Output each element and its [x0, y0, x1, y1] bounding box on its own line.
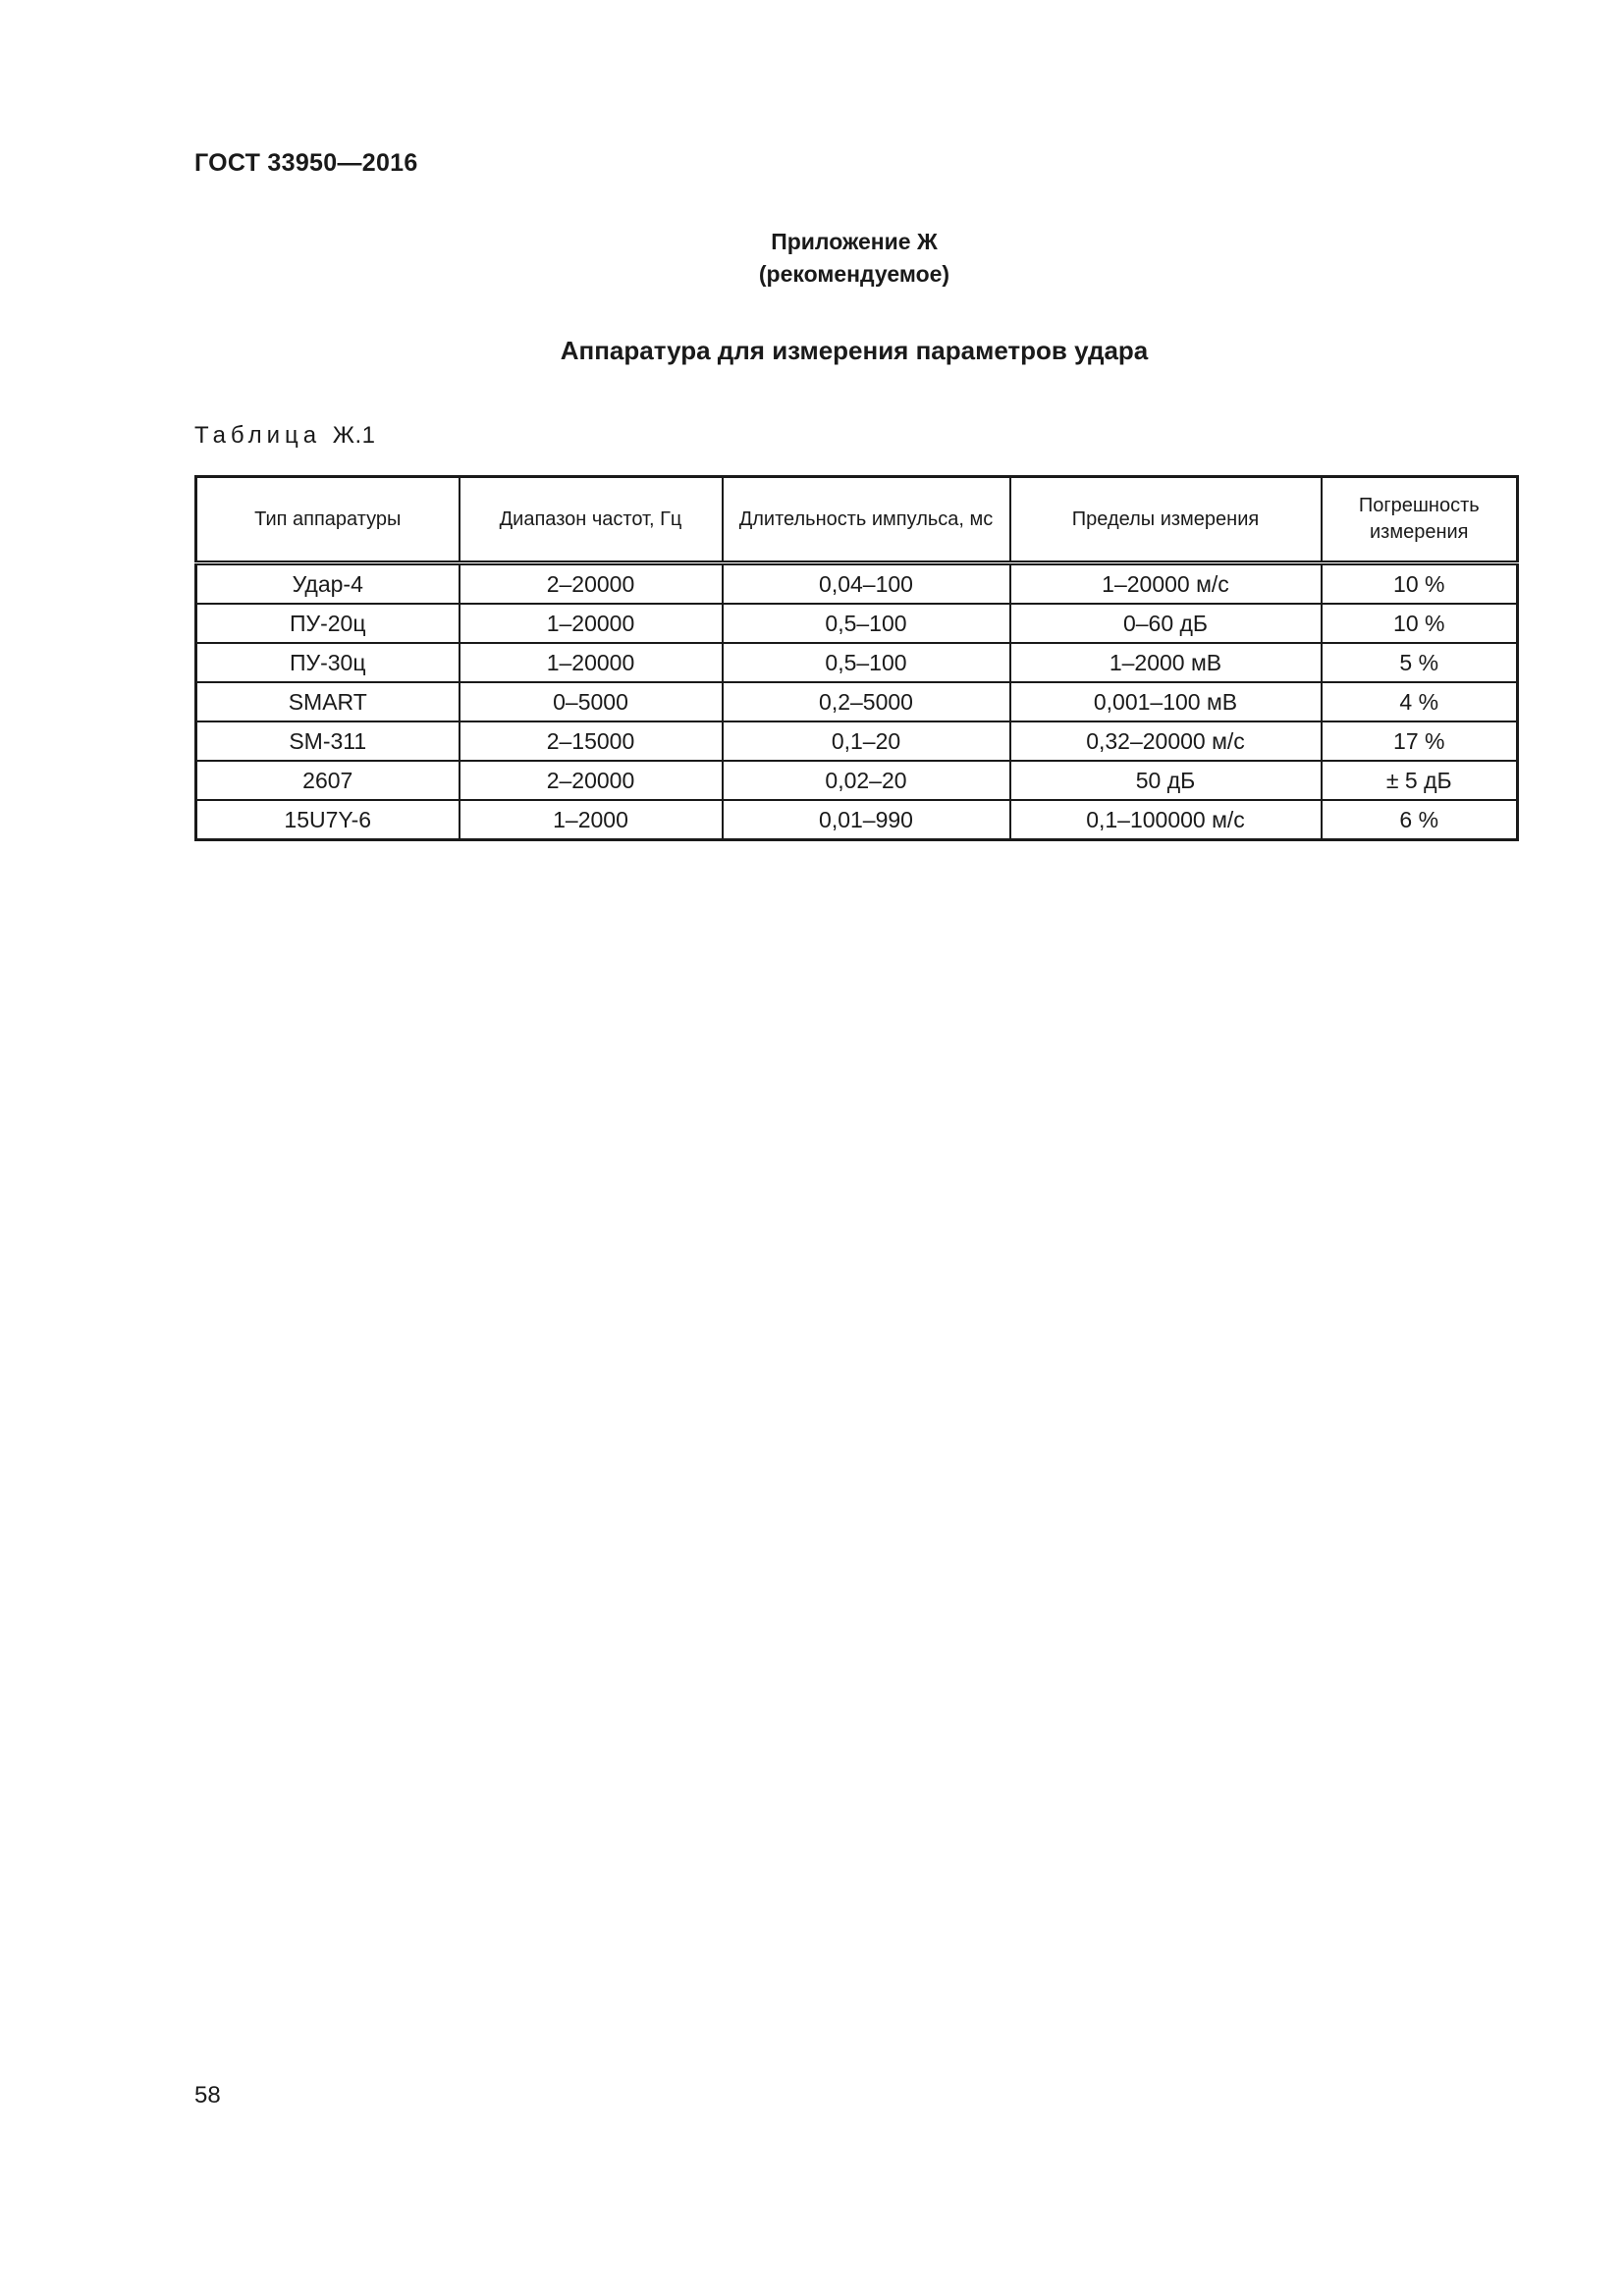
cell-equipment-type: SM-311: [196, 721, 460, 761]
table-caption-label: Таблица: [194, 422, 322, 449]
cell-measurement-error: 17 %: [1322, 721, 1518, 761]
cell-measurement-error: ± 5 дБ: [1322, 761, 1518, 800]
cell-measurement-limits: 0,32–20000 м/с: [1010, 721, 1322, 761]
table-row: [196, 563, 1518, 605]
column-header-pulse-duration: Длительность импульса, мс: [723, 477, 1010, 563]
cell-pulse-duration: 0,04–100: [723, 563, 1010, 605]
cell-equipment-type: ПУ-30ц: [196, 643, 460, 682]
column-header-measurement-limits: Пределы измерения: [1010, 477, 1322, 563]
cell-measurement-limits: 1–20000 м/с: [1010, 563, 1322, 605]
cell-equipment-type: 2607: [196, 761, 460, 800]
cell-frequency-range: 1–20000: [460, 604, 723, 643]
table-row: [196, 800, 1518, 840]
appendix-line-1: Приложение Ж: [771, 229, 938, 254]
column-header-frequency-range: Диапазон частот, Гц: [460, 477, 723, 563]
cell-pulse-duration: 0,2–5000: [723, 682, 1010, 721]
cell-measurement-error: 4 %: [1322, 682, 1518, 721]
cell-pulse-duration: 0,5–100: [723, 643, 1010, 682]
cell-measurement-error: 5 %: [1322, 643, 1518, 682]
appendix-line-2: (рекомендуемое): [758, 261, 950, 287]
cell-pulse-duration: 0,01–990: [723, 800, 1010, 840]
table-caption-number: Ж.1: [332, 422, 376, 449]
cell-equipment-type: SMART: [196, 682, 460, 721]
cell-measurement-limits: 0,001–100 мВ: [1010, 682, 1322, 721]
cell-frequency-range: 0–5000: [460, 682, 723, 721]
document-code: ГОСТ 33950—2016: [194, 149, 418, 177]
table-row: [196, 604, 1518, 643]
table-row: [196, 682, 1518, 721]
appendix-title: [0, 226, 1624, 291]
page-number: 58: [194, 2082, 221, 2109]
cell-measurement-limits: 50 дБ: [1010, 761, 1322, 800]
column-header-measurement-error: Погрешность измерения: [1322, 477, 1518, 563]
cell-measurement-error: 10 %: [1322, 563, 1518, 605]
column-header-equipment-type: Тип аппаратуры: [196, 477, 460, 563]
cell-measurement-limits: 1–2000 мВ: [1010, 643, 1322, 682]
section-title: Аппаратура для измерения параметров удара: [560, 336, 1149, 365]
cell-equipment-type: Удар-4: [196, 563, 460, 605]
cell-pulse-duration: 0,1–20: [723, 721, 1010, 761]
cell-pulse-duration: 0,5–100: [723, 604, 1010, 643]
cell-frequency-range: 2–20000: [460, 563, 723, 605]
table-header-row: [196, 477, 1518, 563]
cell-measurement-error: 6 %: [1322, 800, 1518, 840]
table-caption: [194, 422, 375, 450]
cell-equipment-type: ПУ-20ц: [196, 604, 460, 643]
cell-measurement-limits: 0,1–100000 м/с: [1010, 800, 1322, 840]
cell-frequency-range: 1–2000: [460, 800, 723, 840]
table-row: [196, 643, 1518, 682]
cell-frequency-range: 2–15000: [460, 721, 723, 761]
cell-frequency-range: 1–20000: [460, 643, 723, 682]
cell-measurement-limits: 0–60 дБ: [1010, 604, 1322, 643]
table-body: [196, 563, 1518, 840]
cell-pulse-duration: 0,02–20: [723, 761, 1010, 800]
table-row: [196, 721, 1518, 761]
equipment-table: [194, 475, 1519, 841]
cell-equipment-type: 15U7Y-6: [196, 800, 460, 840]
cell-measurement-error: 10 %: [1322, 604, 1518, 643]
cell-frequency-range: 2–20000: [460, 761, 723, 800]
table-row: [196, 761, 1518, 800]
